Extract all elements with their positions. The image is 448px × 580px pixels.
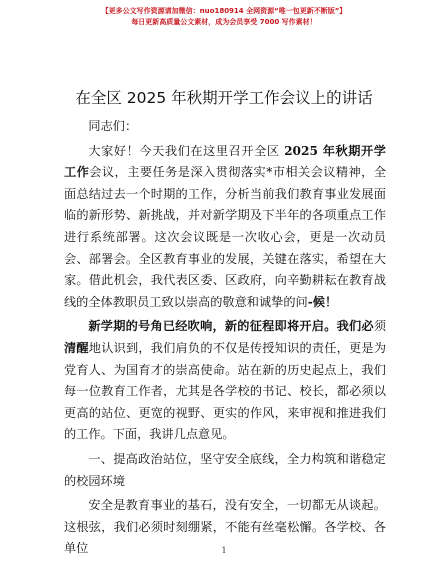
paragraph-mission-bold-a: 新学期的号角已经吹响，新的征程即将开启。我们必 (88, 319, 374, 334)
paragraph-mission-text: 地认识到，我们肩负的不仅是传授知识的责任，更是为党育人、为国育才的崇高使命。站在新的历史起点上，我们每一位教育工作者，尤其是各学校的书记、校长，都必须以更高的站位、更宽的视野、更实的作风，来审视和推进我们的工作。下面，我讲几点意见。 (64, 340, 387, 442)
paragraph-opening-text-a: 大家好！今天我们在这里召开全区 (88, 143, 285, 158)
paragraph-opening-text-b: 会议，主要任务是深入贯彻落实*市相关会议精神，全面总结过去一个时期的工作，分析当前我们教育事业发展面临的新形势、新挑战，并对新学期及下半年的各项重点工作进行系统部署。这次会议既是一次收心会，更是一次动员会、部署会。全区教育事业的发展，关键在落实，希望在大家。借此机会，我代表区委、区政府，向辛勤耕耘在教育战线的全体教职员工致以崇高的敬意和诚挚的问 (64, 165, 387, 309)
promo-banner-line-1: 【更多公文写作资源请加微信：nuo180914 全网资源“唯一包更新不断版”】 (101, 7, 347, 15)
promo-banner (0, 6, 448, 28)
paragraph-opening (64, 141, 386, 314)
paragraph-mission-bold-b: 清醒 (64, 340, 89, 355)
paragraph-opening-tail: -候！ (307, 294, 338, 309)
section-heading-1: 一、提高政治站位，坚守安全底线，全力构筑和谐稳定的校园环境 (64, 451, 386, 488)
document-body (64, 116, 386, 560)
paragraph-mission-mid: 须 (373, 319, 386, 334)
paragraph-opening-bold: 2025 年秋期开学工作 (64, 143, 386, 180)
paragraph-safety: 安全是教育事业的基石，没有安全，一切都无从谈起。这根弦，我们必须时刻绷紧，不能有丝毫松懈。各学校、各单位 (64, 498, 386, 556)
page-number: 1 (221, 546, 227, 555)
document-title: 在全区 2025 年秋期开学工作会议上的讲话 (75, 89, 373, 107)
paragraph-mission (64, 316, 386, 446)
salutation: 同志们： (88, 119, 138, 133)
promo-banner-line-2: 每日更新高质量公文素材，成为会员享受 7000 写作素材！ (131, 18, 317, 26)
